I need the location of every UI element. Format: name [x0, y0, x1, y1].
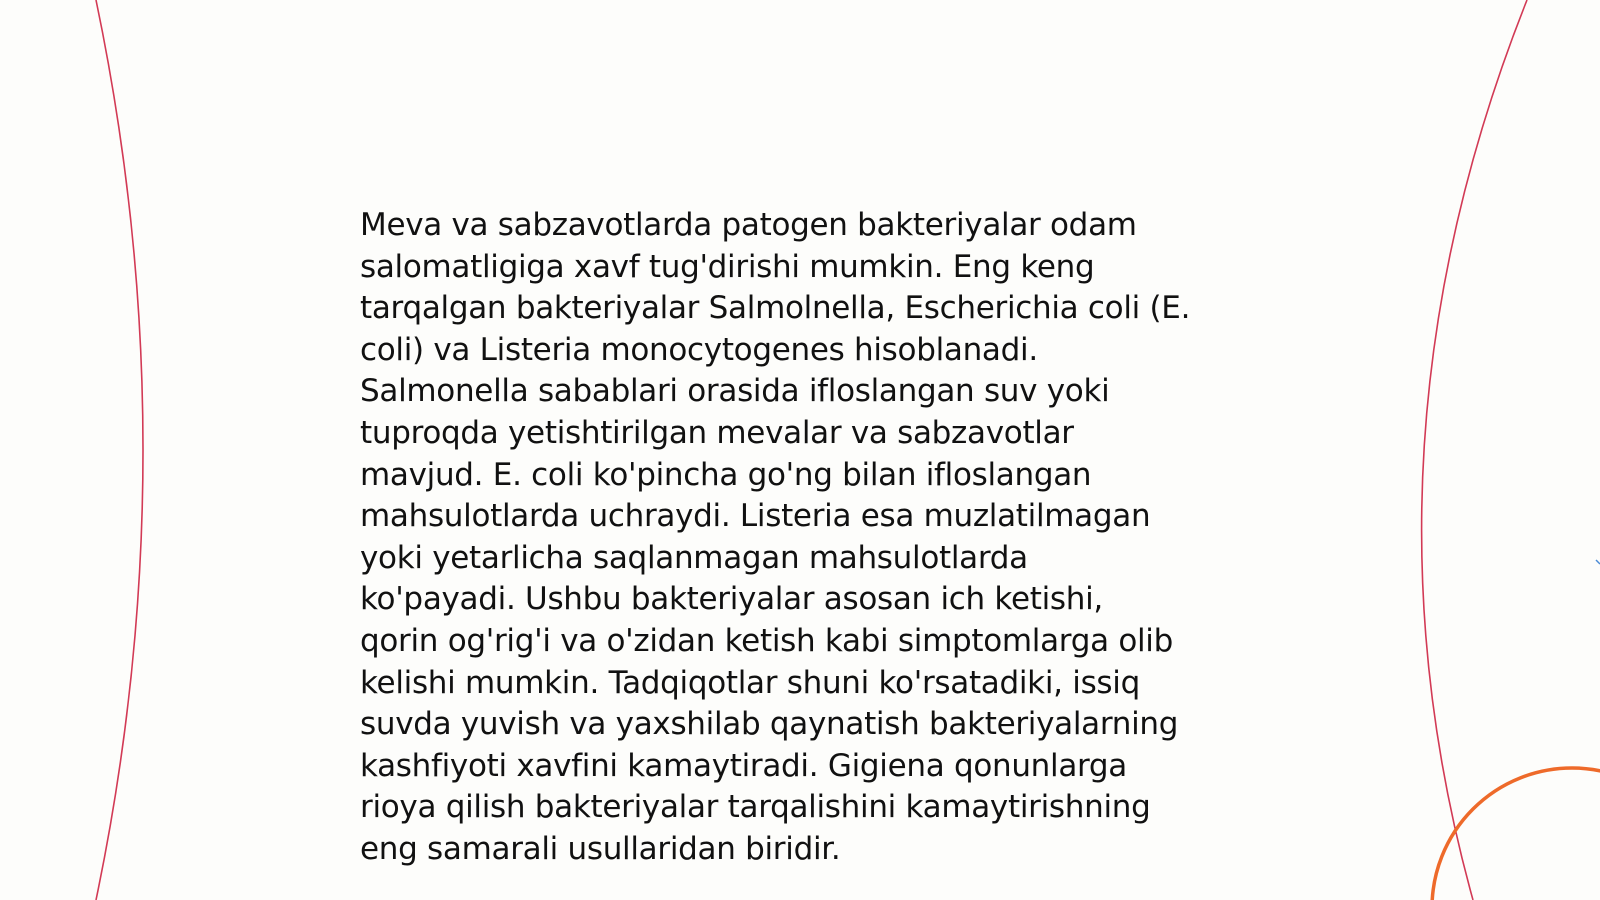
paragraph-line: suvda yuvish va yaxshilab qaynatish bakteriyalarning — [360, 706, 1179, 743]
paragraph-line: tuproqda yetishtirilgan mevalar va sabzavotlar — [360, 414, 1074, 451]
paragraph-line: Meva va sabzavotlarda patogen bakteriyalar odam — [360, 207, 1137, 243]
paragraph-line: tarqalgan bakteriyalar Salmolnella, Escherichia coli (E. — [360, 290, 1191, 327]
paragraph-line: ko'payadi. Ushbu bakteriyalar asosan ich ketishi, — [360, 581, 1103, 618]
paragraph-line: mahsulotlarda uchraydi. Listeria esa muzlatilmagan — [360, 498, 1151, 535]
paragraph-line: kashfiyoti xavfini kamaytiradi. Gigiena qonunlarga — [360, 747, 1128, 784]
paragraph-line: qorin og'rig'i va o'zidan ketish kabi simptomlarga olib — [360, 622, 1173, 659]
paragraph-line: mavjud. E. coli ko'pincha go'ng bilan ifloslangan — [360, 456, 1092, 493]
paragraph-line: eng samarali usullaridan biridir. — [360, 830, 841, 867]
paragraph-line: coli) va Listeria monocytogenes hisoblanadi. — [360, 331, 1038, 368]
right-arc-line — [1422, 0, 1527, 900]
blue-tick-mark — [1596, 560, 1600, 564]
paragraph-line: salomatligiga xavf tug'dirishi mumkin. Eng keng — [360, 248, 1095, 285]
body-paragraph — [360, 205, 1260, 871]
left-arc-line — [96, 0, 143, 900]
paragraph-line: Salmonella sabablari orasida ifloslangan suv yoki — [360, 373, 1110, 410]
paragraph-line: rioya qilish bakteriyalar tarqalishini kamaytirishning — [360, 789, 1151, 826]
orange-circle-outline — [1432, 768, 1600, 900]
paragraph-line: yoki yetarlicha saqlanmagan mahsulotlarda — [360, 539, 1028, 576]
paragraph-line: kelishi mumkin. Tadqiqotlar shuni ko'rsatadiki, issiq — [360, 664, 1140, 701]
